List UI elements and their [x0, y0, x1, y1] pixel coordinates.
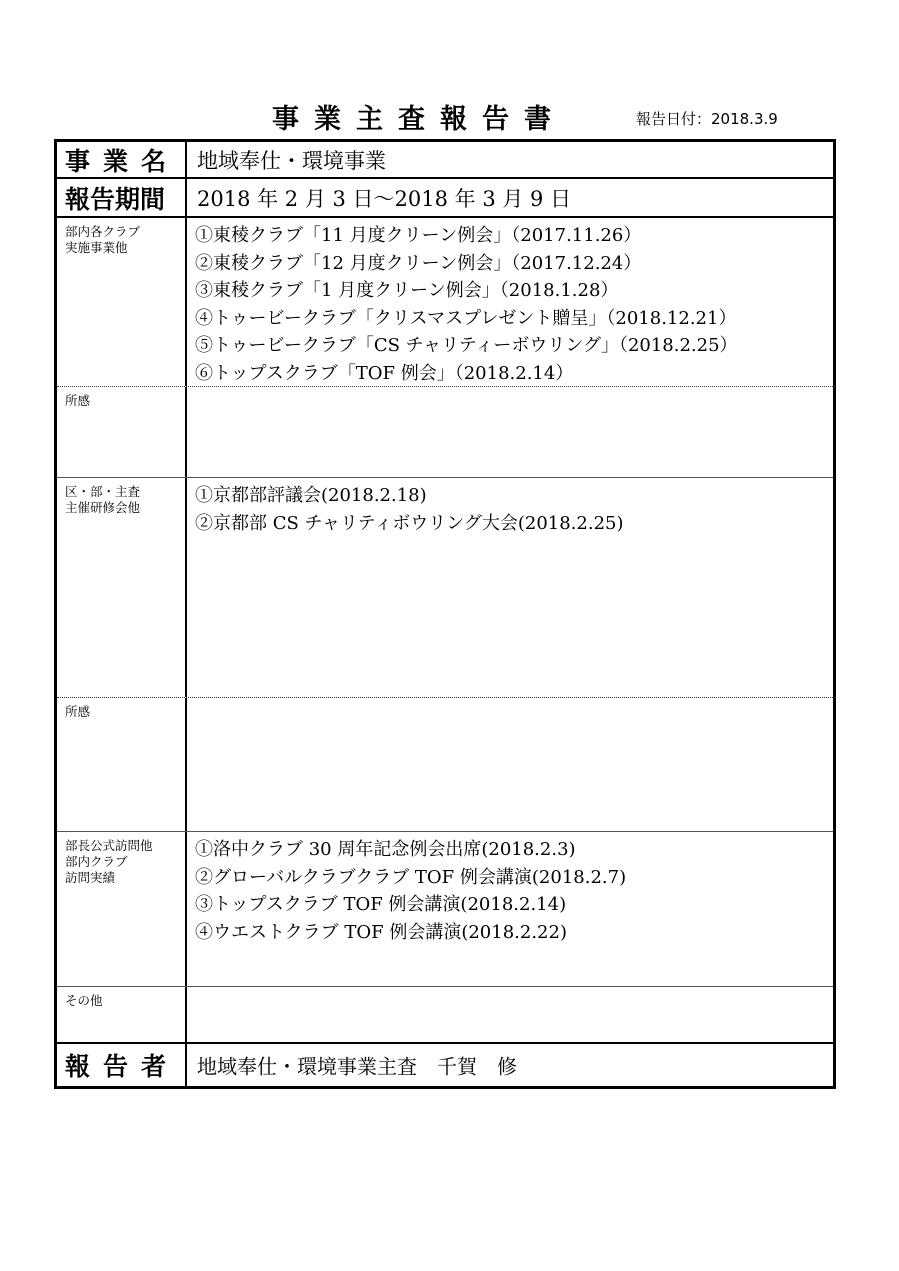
report-period-value: 2018 年 2 月 3 日〜2018 年 3 月 9 日 — [197, 186, 572, 211]
business-name-label: 事業名 — [65, 146, 180, 176]
document-title: 事業主査報告書 — [272, 104, 566, 135]
impression-2-label: 所感 — [65, 704, 91, 719]
row-business-name — [57, 142, 833, 179]
row-impression-1 — [57, 387, 833, 478]
row-club-events — [57, 218, 833, 387]
list-item: ①洛中クラブ 30 周年記念例会出席(2018.2.3) — [195, 839, 576, 860]
row-reporter — [57, 1044, 833, 1086]
report-date: 報告日付：2018.3.9 — [636, 110, 778, 128]
club-events-label: 部内各クラブ 実施事業他 — [65, 224, 141, 255]
list-item: ③東稜クラブ「1 月度クリーン例会」（2018.1.28） — [195, 280, 619, 301]
reporter-label: 報告者 — [65, 1052, 180, 1081]
official-visits-label: 部長公式訪問他 部内クラブ 訪問実績 — [65, 838, 153, 885]
list-item: ④ウエストクラブ TOF 例会講演(2018.2.22) — [195, 921, 567, 943]
list-item: ③トップスクラブ TOF 例会講演(2018.2.14) — [195, 894, 567, 915]
list-item: ⑥トップスクラブ「TOF 例会」（2018.2.14） — [195, 362, 574, 384]
row-official-visits — [57, 832, 833, 987]
row-district-training — [57, 478, 833, 698]
other-label: その他 — [65, 993, 103, 1008]
club-events-list — [195, 222, 738, 387]
impression-1-label: 所感 — [65, 393, 91, 408]
report-table — [54, 139, 836, 1089]
list-item: ②東稜クラブ「12 月度クリーン例会」（2017.12.24） — [195, 252, 642, 274]
list-item: ①京都部評議会(2018.2.18) — [195, 485, 427, 506]
report-period-label: 報告期間 — [65, 184, 166, 214]
official-visits-list — [195, 836, 626, 946]
row-report-period — [57, 179, 833, 218]
district-training-label: 区・部・主査 主催研修会他 — [65, 484, 141, 515]
reporter-value: 地域奉仕・環境事業主査 千賀 修 — [197, 1054, 517, 1079]
row-other — [57, 987, 833, 1044]
list-item: ②グローバルクラブクラブ TOF 例会講演(2018.2.7) — [195, 866, 627, 888]
list-item: ①東稜クラブ「11 月度クリーン例会」（2017.11.26） — [195, 225, 642, 246]
list-item: ②京都部 CS チャリティボウリング大会(2018.2.25) — [195, 512, 624, 534]
list-item: ⑤トゥービークラブ「CS チャリティーボウリング」（2018.2.25） — [195, 335, 738, 356]
list-item: ④トゥービークラブ「クリスマスプレゼント贈呈」（2018.12.21） — [195, 307, 737, 329]
row-impression-2 — [57, 698, 833, 832]
district-training-list — [195, 482, 624, 537]
business-name-value: 地域奉仕・環境事業 — [197, 148, 386, 173]
